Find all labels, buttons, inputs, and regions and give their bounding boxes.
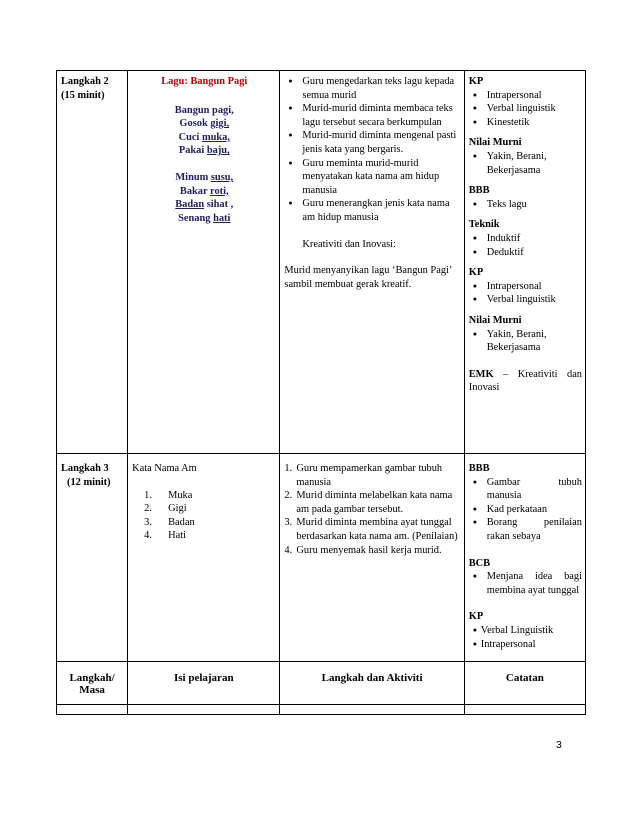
list-item: 2. Gigi (144, 503, 187, 515)
activity-cell (280, 71, 464, 454)
list-item: ● Deduktif (469, 246, 582, 260)
activity-list (284, 75, 460, 225)
list-item: ● Murid-murid diminta mengenal pasti jenis kata yang bergaris. (284, 129, 460, 156)
step-label: Langkah 2 (61, 76, 109, 87)
list-item: ● Guru mengedarkan teks lagu kepada semua murid (284, 75, 460, 102)
content-list (132, 489, 276, 543)
kp-heading: KP (468, 611, 484, 623)
list-item: ● Verbal linguistik (469, 102, 582, 116)
kreativiti-label: Kreativiti dan Inovasi: (302, 238, 396, 250)
kp-heading: KP (468, 76, 484, 87)
step-cell (57, 454, 128, 662)
list-item: ● Kinestetik (469, 116, 582, 130)
content-cell (128, 71, 280, 454)
list-item: 1. Guru mempamerkan gambar tubuh manusia (284, 463, 443, 488)
notes-cell (464, 454, 585, 662)
header-cell (464, 662, 585, 705)
list-item: ● Intrapersonal (469, 280, 582, 294)
empty-cell (57, 705, 128, 715)
step-cell (57, 71, 128, 454)
header-cell (128, 662, 280, 705)
list-item: ● Guru menerangkan jenis kata nama am hidup manusia (284, 197, 460, 224)
list-item: ● Intrapersonal (469, 89, 582, 103)
list-item: ● Yakin, Berani, Bekerjasama (469, 150, 582, 177)
list-item: 4. Hati (144, 530, 187, 542)
bcb-heading: BCB (468, 557, 491, 569)
header-langkah-masa: Langkah/ Masa (69, 672, 115, 696)
nilai-murni-heading: Nilai Murni (468, 137, 522, 149)
list-item: ● Induktif (469, 232, 582, 246)
list-item: ● Verbal Linguistik (469, 624, 582, 638)
list-item: ● Teks lagu (469, 198, 582, 212)
step-label: Langkah 3 (61, 463, 109, 474)
notes-cell (464, 71, 585, 454)
list-item: ● Menjana idea bagi membina ayat tunggal (469, 570, 582, 597)
song-title: Lagu: Bangun Pagi (161, 76, 248, 87)
content-title: Kata Nama Am (132, 463, 197, 474)
empty-cell (280, 705, 464, 715)
header-cell (57, 662, 128, 705)
list-item: ● Yakin, Berani, Bekerjasama (469, 328, 582, 355)
list-item: 4. Guru menyemak hasil kerja murid. (284, 544, 442, 556)
table-row-langkah-2 (57, 71, 586, 454)
nilai-murni-heading: Nilai Murni (468, 314, 522, 326)
emk-note: EMK – Kreativiti dan Inovasi (468, 368, 582, 394)
step-time: (15 minit) (61, 89, 105, 101)
empty-cell (128, 705, 280, 715)
bbb-heading: BBB (468, 185, 490, 197)
list-item: ● Guru meminta murid-murid menyatakan kata nama am hidup manusia (284, 157, 460, 198)
table-empty-row (57, 705, 586, 715)
song-lyrics: Bangun pagi, Gosok gigi, Cuci muka, Pakai baju, Minum susu, Bakar roti, Badan sihat , Senang hati (174, 104, 234, 224)
list-item: ● Gambar tubuh manusia (469, 476, 582, 503)
kreativiti-text: Murid menyanyikan lagu ‘Bangun Pagi’ sambil membuat gerak kreatif. (284, 265, 452, 290)
list-item: ● Verbal linguistik (469, 293, 582, 307)
list-item: ● Borang penilaian rakan sebaya (469, 516, 582, 543)
table-row-langkah-3 (57, 454, 586, 662)
step-time: (12 minit) (67, 476, 111, 488)
header-catatan: Catatan (505, 672, 544, 684)
activity-list (284, 462, 460, 557)
list-item: 3. Badan (144, 516, 195, 528)
content-cell (128, 454, 280, 662)
list-item: ● Intrapersonal (469, 638, 582, 652)
list-item: 2. Murid diminta melabelkan kata nama am pada gambar tersebut. (284, 490, 453, 515)
header-cell (280, 662, 464, 705)
list-item: 1. Muka (144, 489, 193, 501)
list-item: ● Murid-murid diminta membaca teks lagu tersebut secara berkumpulan (284, 102, 460, 129)
table-header-row (57, 662, 586, 705)
teknik-heading: Teknik (468, 219, 500, 231)
page-number: 3 (556, 739, 562, 751)
list-item: ● Kad perkataan (469, 503, 582, 517)
kp-heading: KP (468, 267, 484, 279)
empty-cell (464, 705, 585, 715)
bbb-heading: BBB (468, 463, 490, 474)
list-item: 3. Murid diminta membina ayat tunggal berdasarkan kata nama am. (Penilaian) (284, 517, 458, 542)
lesson-plan-table (56, 70, 586, 715)
header-isi-pelajaran: Isi pelajaran (173, 672, 234, 684)
header-langkah-aktiviti: Langkah dan Aktiviti (321, 672, 423, 684)
activity-cell (280, 454, 464, 662)
